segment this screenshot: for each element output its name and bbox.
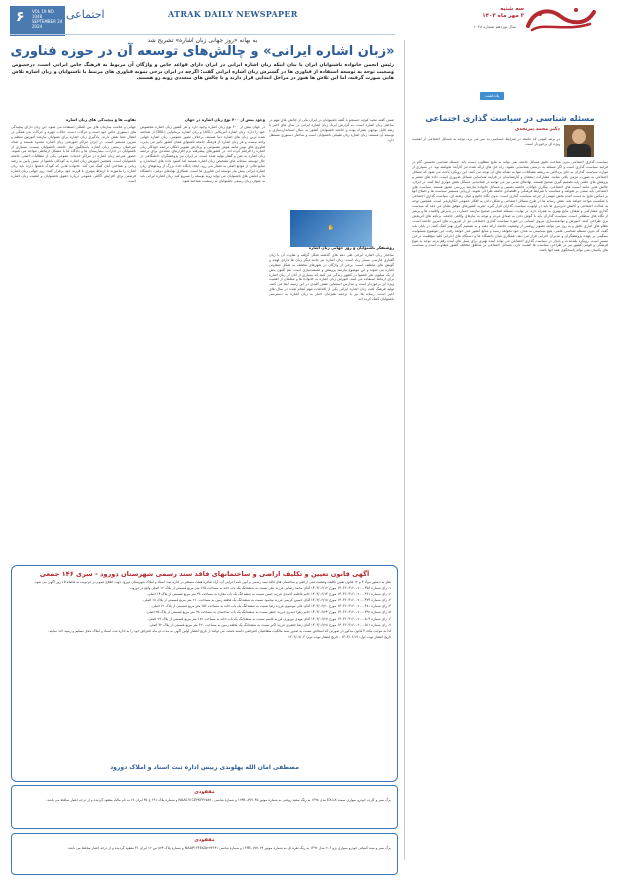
lost-title: مفقودی [194, 789, 215, 795]
notice-signature: مصطفی امان الله پهلوندی رییس اداره ثبت اسناد و املاک دورود [110, 764, 299, 771]
author-body-shape [567, 144, 591, 157]
atrak-logo [520, 4, 600, 34]
article-column-1-cont [269, 246, 394, 556]
sidebar-intro [412, 137, 560, 159]
lost-document-notice [11, 785, 398, 829]
weekday: سه شنبه [500, 6, 524, 12]
header-divider [10, 34, 395, 35]
issue-fa: سال نوزدهم شماره ۱۰۴۸ [473, 24, 516, 29]
article-image: ✋ [290, 210, 372, 247]
paper-name: ATRAK DAILY NEWSPAPER [168, 9, 298, 19]
notice-paragraph: ۲- رای شماره ۱۴۰۳۶۰۳۱۶۰۰۲۰۰۰۴۶۱ مورخ ۱۴۰۳/۰۶/۱۴ خانم فاطمه احمدی فرزند حسن نسبت به ششدانگ یک باب مغازه به مساحت ۴۸ متر مربع قسمتی از پلاک ۱۴ اصلی. [146, 592, 391, 597]
notice-paragraph: ۴- رای شماره ۱۴۰۳۶۰۳۱۶۰۰۲۰۰۰۴۸۰ مورخ ۱۴۰۳/۰۶/۲۰ آقای علی موسوی فرزند رضا نسبت به ششدانگ یک باب خانه به مساحت ۱۵۶ متر مربع قسمتی از پلاک ۲۱ اصلی. [151, 604, 391, 609]
sidebar-body [412, 160, 608, 860]
column-paragraph: جهانی و علامت سازمان های بین المللی استفاده می شود. این زبان دارای پیچیدگی های دستوری خاص خود است و حرکات دست، حالات چهره و حرکات بدن همگی در انتقال معنا نقش دارند. یادگیری زبان اشاره برای شنوایان نیازمند آموزش منظم و تمرین مستمر است. در ایران مراکز آموزشی زبان اشاره محدود هستند و تعداد مترجمان رسمی زبان اشاره پاسخگوی نیاز جامعه ناشنوایان نیست. بسیاری از ناشنوایان در ادارات، بیمارستان ها و دادگاه ها با مشکل ارتباطی مواجه می شوند. حضور مترجم زبان اشاره در مراکز خدمات عمومی یکی از مطالبات اصلی جامعه ناشنوایان است. همچنین آموزش زبان اشاره به کودکان ناشنوا از سنین پایین به رشد زبانی و شناختی آنان کمک می کند. خانواده هایی که کودک ناشنوا دارند باید زبان اشاره را بیاموزند تا ارتباط موثری با فرزند خود برقرار کنند. روز جهانی زبان اشاره فرصتی برای افزایش آگاهی عمومی درباره حقوق ناشنوایان و اهمیت زبان اشاره است. [11, 124, 136, 183]
page-number-box [10, 6, 65, 36]
notice-paragraph: ۶- رای شماره ۱۴۰۳۶۰۳۱۶۰۰۲۰۰۰۵۰۴ مورخ ۱۴۰۳/۰۶/۲۷ آقای مهدی نوروزی فرزند قاسم نسبت به ششدانگ یک باب خانه به مساحت ۱۸۲ متر مربع قسمتی از پلاک ۲۹ اصلی. [147, 616, 391, 621]
column-paragraph: ضمن گفته مجید کوچه جستجو با گفته ناشنوایان در ایران یکی از چالش های مهم در ساختار زبان اشاره است. به گزارش ایرنا، زبان اشاره ایرانی در سال های اخیر با رشد قابل توجهی همراه بوده و جامعه ناشنوایان کشور به دنبال استانداردسازی و توسعه آن هستند. زبان اشاره زبان طبیعی ناشنوایان است و ساختار دستوری مستقل دارد. [269, 118, 394, 142]
lost-title: مفقودی [194, 837, 215, 843]
author-photo [564, 125, 594, 157]
column-subheading: تفاوت ها و پیچیدگی های زبان اشاره [65, 118, 136, 122]
article-kicker: به بهانه «روز جهانی زبان اشاره» تشریح شد [147, 37, 258, 44]
note-badge: یادداشت [480, 92, 504, 100]
sidebar-title: مسئله شناسی در سیاست گذاری اجتماعی [425, 113, 595, 123]
notice-paragraph: نظر به دستور مواد ۳ و ۱۲ قانون تعیین تکلیف وضعیت ثبتی اراضی و ساختمان های فاقد سند رسمی و آیین نامه اجرایی آن، آراء صادره هیئت مستقر در اداره ثبت اسناد و املاک شهرستان دورود جهت اطلاع عموم در دو نوبت به فاصله ۱۵ روز آگهی می شود. [33, 580, 391, 584]
date-en: SEPTEMBER 24 2024 [32, 19, 63, 29]
notice-paragraph: ۱- رای شماره ۱۴۰۳۶۰۳۱۶۰۰۲۰۰۰۴۵۶ مورخ ۱۴۰۳/۰۶/۱۲ آقای محمد رضایی فرزند علی نسبت به ششدانگ یک باب خانه به مساحت ۱۲۵ متر مربع قسمتی از پلاک ۱۲ اصلی واقع در دورود. [130, 586, 391, 591]
lost-body: برگ سبز و سند کمپانی خودرو سواری پژو ۲۰۶ مدل ۱۳۹۲ به رنگ نقره ای به شماره موتور ۱۶۳B۰۱۷۷۰۲۴ و شماره شاسی NAAP۱۳FE۸DJ۲۷۳۶۴۱ و شماره پلاک ۸۲۴ س ۱۲ ایران ۳۱ مفقود گردیده و از درجه اعتبار ساقط می باشد. [67, 846, 391, 850]
article-column-3 [11, 118, 136, 556]
notice-paragraph: لذا به موجب ماده ۳ قانون مذکور در صورتی که اشخاص نسبت به صدور سند مالکیت متقاضیان اعتراضی داشته باشند، می توانند از تاریخ انتشار اولین آگهی به مدت دو ماه اعتراض خود را به اداره ثبت اسناد و املاک محل تسلیم و رسید اخذ نمایند. [48, 628, 391, 633]
column-paragraph: در جهان بیش از ۴۰۰ نوع زبان اشاره وجود دارد و هر کشور زبان اشاره مخصوص خود را دارد. زبان اشاره آمریکایی (ASL) و زبان اشاره بریتانیایی (BSL) از شناخته شده ترین زبان های اشاره دنیا هستند. برخلاف تصور عمومی، زبان اشاره جهانی واحد نیست و هر زبان اشاره از فرهنگ جامعه ناشنوای همان کشور تاثیر می پذیرد. فناوری های نوین مانند هوش مصنوعی و پردازش تصویر امکان ترجمه خودکار زبان اشاره را فراهم کرده اند. در کشورهای پیشرفته نرم افزارهای متعددی برای ترجمه زبان اشاره به متن و گفتار تولید شده است. در ایران نیز پژوهشگران دانشگاهی در حال توسعه سامانه های تشخیص زبان اشاره هستند اما کمبود داده های استاندارد و منابع مالی از موانع اصلی به شمار می رود. ایجاد پایگاه داده بزرگ از ویدئوهای زبان اشاره ایرانی پیش نیاز توسعه این فناوری ها است. همکاری نهادهای دولتی، دانشگاه ها و انجمن های ناشنوایان می تواند روند توسعه را تسریع کند. زبان اشاره ایرانی باید به عنوان زبان رسمی ناشنوایان به رسمیت شناخته شود. [140, 124, 265, 183]
sidebar-divider [404, 40, 405, 860]
section-name: اجتماعی [66, 8, 105, 21]
sidebar-author: دکتر محمد پیرنجدی [514, 127, 560, 132]
sidebar-paragraph: سیاست گذاری اجتماعی بدون شناخت دقیق مسائل جامعه نمی تواند به نتایج مطلوب دست یابد. مسئله شناسی نخستین گام در فرایند سیاست گذاری است و اگر مسئله به درستی شناسایی نشود، راه حل های ارائه شده نیز کارآمد نخواهند بود. در بسیاری از موارد، سیاست گذاران به جای پرداختن به ریشه مشکلات، تنها به نشانه های آن توجه می کنند. این رویکرد باعث می شود که مسائل اجتماعی به صورت مزمن باقی بمانند. مشارکت ذینفعان و کارشناسان در فرایند شناسایی مسائل ضروری است. داده های معتبر و پژوهش های علمی پایه تصمیم گیری صحیح هستند. نهادهای مدنی نیز می توانند در شناسایی مسائل نقش موثری ایفا کنند. در ایران، چالش هایی مانند آسیب های اجتماعی، بیکاری جوانان، حاشیه نشینی و مسائل خانواده نیازمند بررسی عمیق هستند. سیاست های اجتماعی باید مبتنی بر شواهد و متناسب با شرایط فرهنگی و اقتصادی جامعه طراحی شوند. ارزیابی مستمر سیاست ها و اصلاح آنها بر اساس نتایج به دست آمده بخش مهمی از چرخه سیاست گذاری است. بدون نگاه جامع و میان رشته ای، سیاست گذاری اجتماعی با شکست مواجه خواهد شد. نقش رسانه ها در طرح مسائل اجتماعی و شکل دادن به افکار عمومی انکارناپذیر است. همچنین توجه به عدالت اجتماعی و کاهش نابرابری ها باید در اولویت سیاست گذاران قرار گیرد. تجربه کشورهای موفق نشان می دهد که سیاست گذاری مشارکتی و شفاف نتایج بهتری به همراه دارد. در نهایت، مسئله شناسی صحیح نیازمند جسارت در پذیرش واقعیت ها و پرهیز از نگاه های سطحی است. سیاست گذاران باید با گوش دادن به صدای مردم و توجه به نیازهای واقعی جامعه، برنامه های اثربخش تری طراحی کنند. آموزش و توانمندسازی نیروی انسانی در حوزه سیاست گذاری اجتماعی نیز از ضرورت های امروز جامعه است. نظام های آماری دقیق و به روز می توانند تصویر روشنی از وضعیت جامعه ارائه دهند و به تصمیم گیری بهتر کمک کنند. در پایان باید گفت که بدون مسئله شناسی علمی، هیچ سیاستی به هدف خود نخواهد رسید و منابع کشور هدر خواهد رفت. این موضوع مسئولیت سنگینی بر عهده پژوهشگران و مدیران اجرایی قرار می دهد. همکاری میان دانشگاه ها و دستگاه های اجرایی کلید موفقیت در این مسیر است. رویکرد بلندمدت و پایدار در سیاست گذاری اجتماعی می تواند آینده بهتری برای نسل های آینده رقم بزند. توجه به تنوع فرهنگی و قومی کشور نیز در طراحی سیاست ها اهمیت دارد. مسائل اجتماعی در مناطق مختلف کشور متفاوت است و سیاست های یکسان نمی تواند پاسخگوی همه آنها باشد. [412, 160, 608, 253]
lost-body: برگ سبز و کارت خودرو سواری سمند EX-LX مدل ۱۳۹۸ به رنگ سفید روغنی به شماره موتور ۱۲۴K۰۸۹۹۰۴۵ و شماره شاسی NAAC۹۱CE۴KF۴۶۵۸۷۰ و شماره پلاک ۶۹۱ ج ۴۵ ایران ۱۷ به نام مالک مفقود گردیده و از درجه اعتبار ساقط می باشد. [46, 798, 391, 802]
notice-paragraph: ۷- رای شماره ۱۴۰۳۶۰۳۱۶۰۰۲۰۰۰۵۱۱ مورخ ۱۴۰۳/۰۶/۲۸ آقای رضا جعفری فرزند اکبر نسبت به ششدانگ یک قطعه زمین به مساحت ۳۲۰ متر مربع قسمتی از پلاک ۳۲ اصلی. [148, 622, 391, 627]
article-lead: رئیس انجمن خانواده ناشنوایان ایران با بیان اینکه زبان اشاره ایرانی در ایران دارای قواعد خاص و واژگان آن مربوط به فرهنگ خاص ایرانی است، درخصوص وضعیت توجه به توسعه استفاده از فناوری ها در گسترش زبان اشاره ایرانی گفت: اگرچه در ایران برخی نمونه فناوری های مرتبط با ناشنوایان و زبان اشاره تلاش هایی صورت گرفته، اما این تلاش ها هنوز در مراحل ابتدایی قرار دارند و با چالش های متعددی روبه رو هستند. [12, 63, 394, 81]
issue-meta [32, 9, 64, 29]
date-full: ۳ مهر ماه ۱۴۰۳ [482, 13, 524, 19]
volume: VOL 19 NO 1048 [32, 9, 54, 19]
official-notice [11, 565, 398, 782]
page-number: ۶ [16, 9, 25, 25]
notice-paragraph: ۳- رای شماره ۱۴۰۳۶۰۳۱۶۰۰۲۰۰۰۴۷۳ مورخ ۱۴۰۳/۰۶/۱۸ آقای حسین کریمی فرزند محمود نسبت به ششدانگ یک قطعه زمین به مساحت ۲۱۰ متر مربع قسمتی از پلاک ۱۸ اصلی. [142, 598, 391, 603]
lost-document-notice [11, 833, 398, 875]
sidebar-paragraph: در برهه کنونی که جامعه در شرایط حساسی به سر می برد، توجه به مسائل اجتماعی از اهمیت ویژه ای برخوردار است. [412, 137, 560, 146]
date-fa [482, 6, 524, 20]
column-paragraph: ساختار زبان اشاره ایرانی طی دهه های گذشته شکل گرفته و تفاوت آن با زبان گفتاری فارسی بسیار زیاد است. زبان اشاره نیز مانند دیگر زبان ها دارای لهجه و گویش های مختلف است. برخی از واژگان در شهرهای مختلف به شکل متفاوتی اشاره می شوند و این موضوع نیازمند پژوهش و مستندسازی است. هم اکنون بیش از یک میلیون نفر ناشنوا در کشور زندگی می کنند که بسیاری از آنان از زبان اشاره برای ارتباط استفاده می کنند. آموزش زبان اشاره به خانواده ها و معلمان از اهمیت ویژه ای برخوردار است و مدارس استثنایی نقش کلیدی در این زمینه ایفا می کنند. تولید فرهنگ لغت زبان اشاره ایرانی یکی از اقدامات مهم انجام شده در سال های اخیر است. رسانه ها نیز با ترجمه همزمان اخبار به زبان اشاره به دسترسی ناشنوایان کمک کرده اند. [269, 252, 394, 302]
column-subheading: وجود بیش از ۴۰۰ نوع زبان اشاره در جهان [184, 118, 265, 122]
article-headline: «زبان اشاره ایرانی» و چالش‌های توسعه آن در حوزه فناوری [10, 44, 395, 59]
article-column-2 [140, 118, 265, 556]
notice-body [18, 580, 391, 755]
author-head-shape [572, 129, 586, 144]
notice-paragraph: ۵- رای شماره ۱۴۰۳۶۰۳۱۶۰۰۲۰۰۰۴۹۲ مورخ ۱۴۰۳/۰۶/۲۴ خانم زهرا حیدری فرزند جعفر نسبت به ششدانگ یک باب ساختمان به مساحت ۹۸ متر مربع قسمتی از پلاک ۲۵ اصلی. [145, 610, 391, 615]
notice-title: آگهی قانون تعیین و تکلیف اراضی و ساختمانهای فاقد سند رسمی شهرستان دورود - سری ۱۴۶ جمعی [39, 570, 370, 578]
column-subheading: روشنفکر ناشنوایان و روز جهانی زبان اشاره [308, 246, 394, 250]
notice-paragraph: تاریخ انتشار نوبت اول: ۱۴۰۳/۰۶/۱۹ - تاریخ انتشار نوبت دوم: ۱۴۰۳/۰۷/۰۳ [288, 634, 391, 639]
